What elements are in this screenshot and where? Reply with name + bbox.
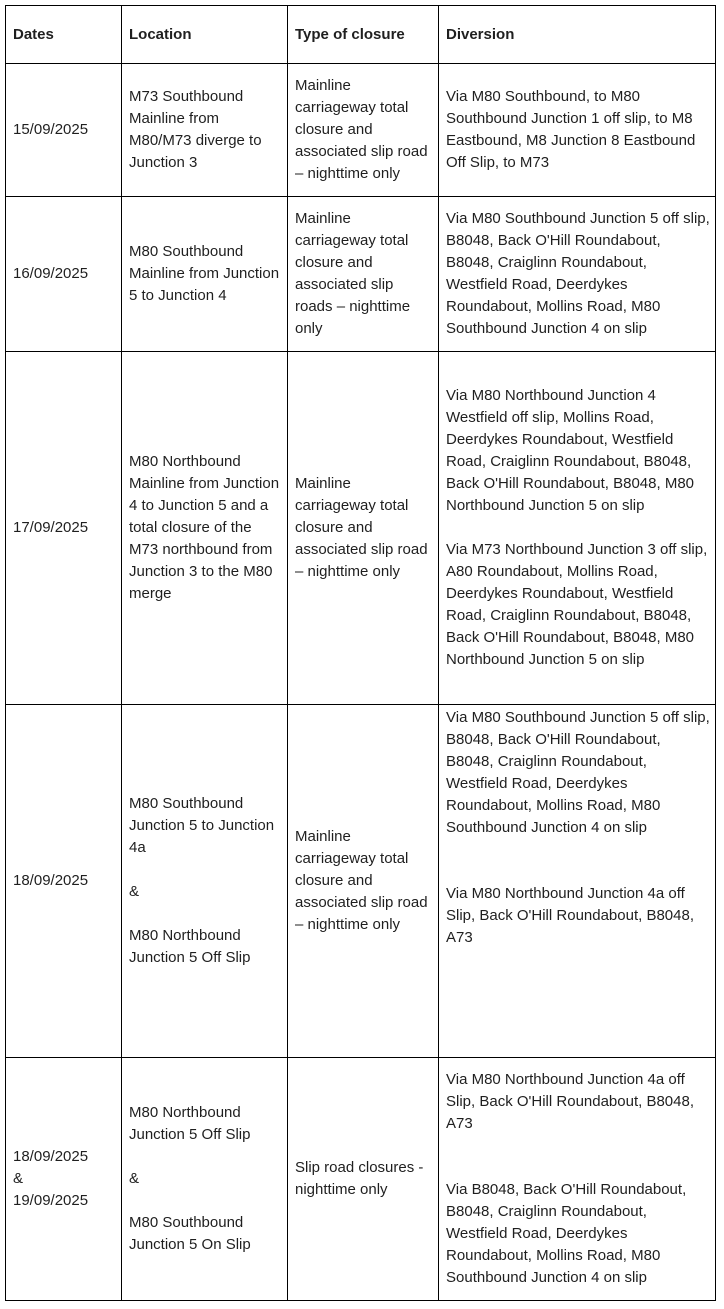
paragraph-gap — [129, 1190, 283, 1212]
date-text: 16/09/2025 — [13, 265, 89, 282]
diversion-text: Via M80 Southbound Junction 5 off slip, B8048, Back O'Hill Roundabout, B8048, Craiglinn Roundabout, Westfield Road, Deerdykes Roundabout, Mollins Road, M80 Southbound Junction 4 on slip — [446, 709, 710, 836]
closure-cell — [288, 705, 439, 1058]
date-cell — [6, 64, 122, 197]
table-header-row — [6, 6, 716, 64]
header-diversion: Diversion — [439, 6, 716, 64]
location-text: M80 Northbound Junction 5 Off Slip — [129, 1104, 251, 1143]
header-dates: Dates — [6, 6, 122, 64]
location-text: M80 Southbound Junction 5 On Slip — [129, 1214, 251, 1253]
table-row — [6, 352, 716, 705]
diversion-text: Via B8048, Back O'Hill Roundabout, B8048, Craiglinn Roundabout, Westfield Road, Deerdykes Roundabout, Mollins Road, M80 Southbound Junction 4 on slip — [446, 1181, 687, 1286]
closure-text: Mainline carriageway total closure and associated slip road – nighttime only — [295, 77, 428, 182]
location-cell — [122, 705, 288, 1058]
location-ampersand: & — [129, 883, 140, 900]
table-row — [6, 197, 716, 352]
paragraph-gap — [446, 1135, 711, 1179]
location-cell — [122, 352, 288, 705]
diversion-text: Via M80 Southbound Junction 5 off slip, B8048, Back O'Hill Roundabout, B8048, Craiglinn Roundabout, Westfield Road, Deerdykes Roundabout, Mollins Road, M80 Southbound Junction 4 on slip — [446, 210, 710, 337]
date-ampersand: & — [13, 1170, 24, 1187]
paragraph-gap — [129, 903, 283, 925]
date-cell — [6, 705, 122, 1058]
closure-cell — [288, 197, 439, 352]
diversion-cell — [439, 1058, 716, 1301]
date-cell — [6, 197, 122, 352]
date-text: 17/09/2025 — [13, 519, 89, 536]
diversion-text: Via M80 Northbound Junction 4a off Slip, Back O'Hill Roundabout, B8048, A73 — [446, 885, 695, 946]
location-cell — [122, 1058, 288, 1301]
date-cell — [6, 1058, 122, 1301]
table-row — [6, 1058, 716, 1301]
diversion-text: Via M80 Northbound Junction 4 Westfield off slip, Mollins Road, Deerdykes Roundabout, Westfield Road, Craiglinn Roundabout, B8048, Back O'Hill Roundabout, B8048, M80 Northbound Junction 5 on slip — [446, 387, 695, 514]
closure-text: Slip road closures - nighttime only — [295, 1159, 424, 1198]
diversion-cell — [439, 64, 716, 197]
diversion-text: Via M73 Northbound Junction 3 off slip, A80 Roundabout, Mollins Road, Deerdykes Roundabout, Westfield Road, Craiglinn Roundabout, B8048, Back O'Hill Roundabout, B8048, M80 Northbound Junction 5 on slip — [446, 541, 708, 668]
date-text: 19/09/2025 — [13, 1192, 89, 1209]
location-cell — [122, 64, 288, 197]
paragraph-gap — [446, 517, 711, 539]
diversion-cell — [439, 197, 716, 352]
road-closures-table — [5, 5, 716, 1301]
closure-cell — [288, 64, 439, 197]
location-ampersand: & — [129, 1170, 140, 1187]
date-text: 15/09/2025 — [13, 121, 89, 138]
paragraph-gap — [129, 1146, 283, 1168]
diversion-text: Via M80 Northbound Junction 4a off Slip, Back O'Hill Roundabout, B8048, A73 — [446, 1071, 695, 1132]
table-row — [6, 64, 716, 197]
date-text: 18/09/2025 — [13, 1148, 89, 1165]
header-type-of-closure: Type of closure — [288, 6, 439, 64]
date-cell — [6, 352, 122, 705]
location-text: M73 Southbound Mainline from M80/M73 diverge to Junction 3 — [129, 88, 262, 171]
location-text: M80 Southbound Mainline from Junction 5 to Junction 4 — [129, 243, 280, 304]
date-text: 18/09/2025 — [13, 872, 89, 889]
paragraph-gap — [129, 859, 283, 881]
diversion-text: Via M80 Southbound, to M80 Southbound Junction 1 off slip, to M8 Eastbound, M8 Junction 8 Eastbound Off Slip, to M73 — [446, 88, 696, 171]
location-text: M80 Southbound Junction 5 to Junction 4a — [129, 795, 275, 856]
location-cell — [122, 197, 288, 352]
location-text: M80 Northbound Junction 5 Off Slip — [129, 927, 251, 966]
closure-cell — [288, 1058, 439, 1301]
closure-cell — [288, 352, 439, 705]
location-text: M80 Northbound Mainline from Junction 4 to Junction 5 and a total closure of the M73 northbound from Junction 3 to the M80 merge — [129, 453, 280, 602]
diversion-cell — [439, 705, 716, 1058]
closure-text: Mainline carriageway total closure and associated slip road – nighttime only — [295, 475, 428, 580]
closure-text: Mainline carriageway total closure and associated slip roads – nighttime only — [295, 210, 411, 337]
diversion-cell — [439, 352, 716, 705]
closure-text: Mainline carriageway total closure and associated slip road – nighttime only — [295, 828, 428, 933]
header-location: Location — [122, 6, 288, 64]
table-row — [6, 705, 716, 1058]
paragraph-gap — [446, 839, 711, 883]
